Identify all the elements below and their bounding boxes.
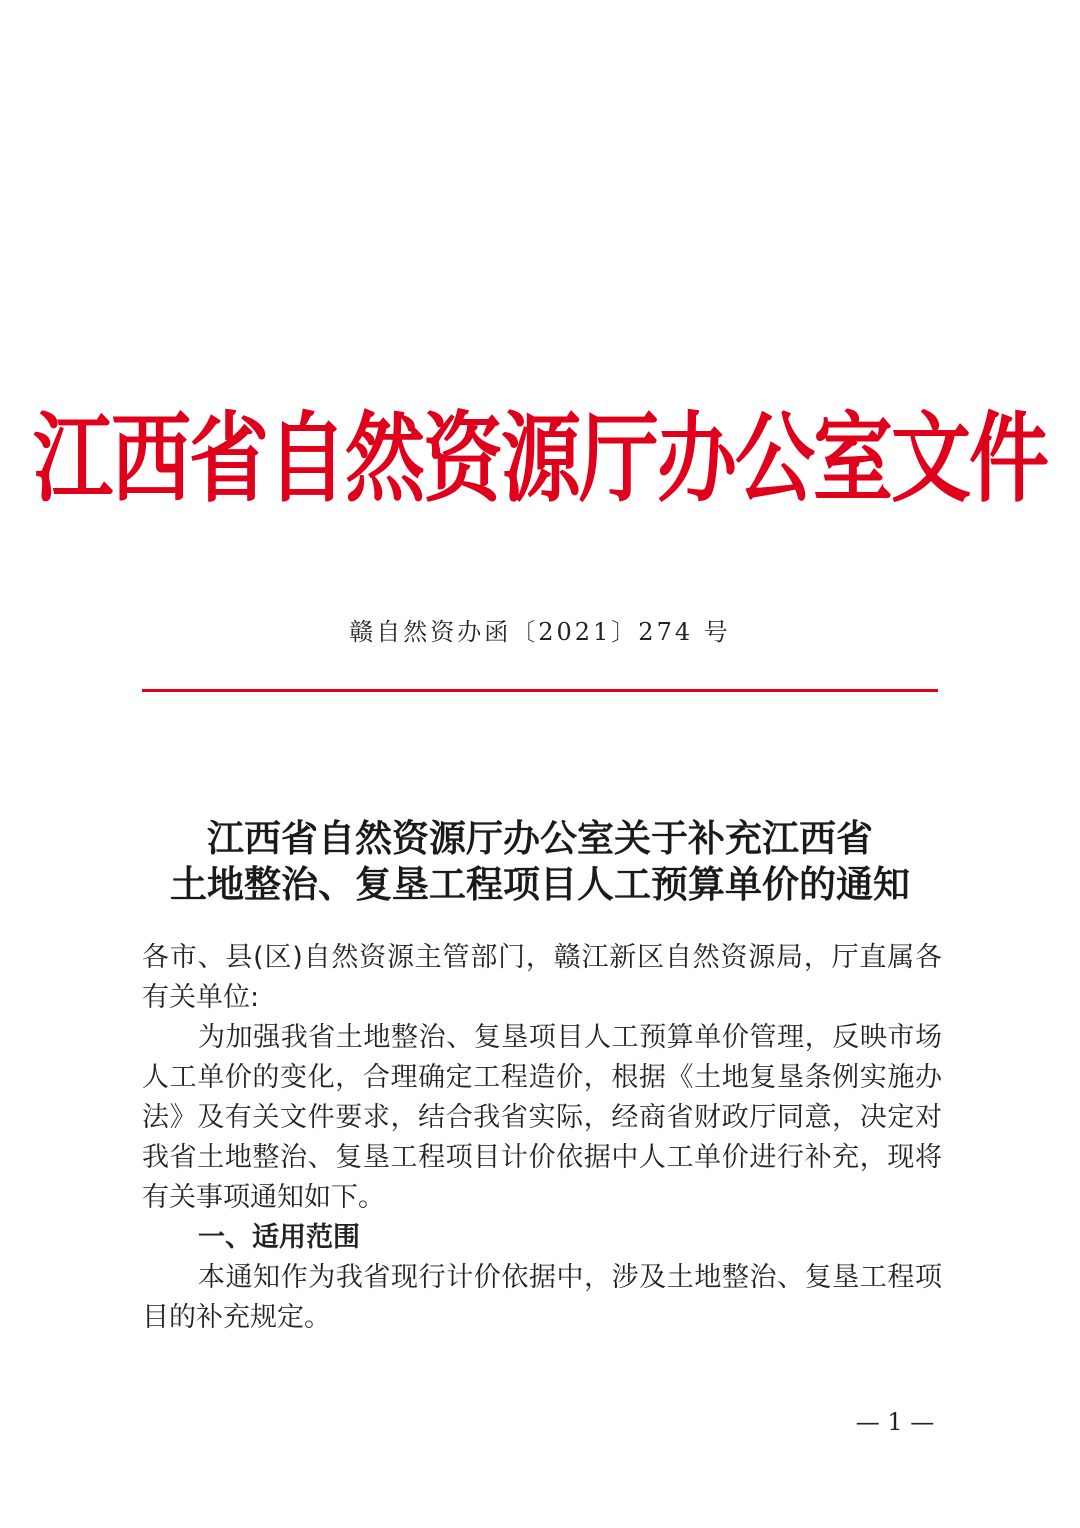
red-divider-line <box>142 689 938 692</box>
paragraph-intro: 为加强我省土地整治、复垦项目人工预算单价管理，反映市场人工单价的变化，合理确定工程造价，根据《土地复垦条例实施办法》及有关文件要求，结合我省实际，经商省财政厅同意，决定对我省土地整治、复垦工程项目计价依据中人工单价进行补充，现将有关事项通知如下。 <box>142 1022 942 1213</box>
paragraph-scope: 本通知作为我省现行计价依据中，涉及土地整治、复垦工程项目的补充规定。 <box>142 1262 942 1333</box>
masthead-title: 江西省自然资源厅办公室文件 <box>33 400 1047 516</box>
notice-title-line-2: 土地整治、复垦工程项目人工预算单价的通知 <box>170 862 910 906</box>
section-heading-scope: 一、适用范围 <box>198 1222 360 1253</box>
page-number: — 1 — <box>855 1408 935 1436</box>
document-number: 赣自然资办函〔2021〕274 号 <box>349 618 731 646</box>
addressee: 各市、县(区)自然资源主管部门，赣江新区自然资源局，厅直属各有关单位: <box>142 942 942 1013</box>
notice-title-line-1: 江西省自然资源厅办公室关于补充江西省 <box>207 816 873 860</box>
notice-body <box>142 938 942 1338</box>
